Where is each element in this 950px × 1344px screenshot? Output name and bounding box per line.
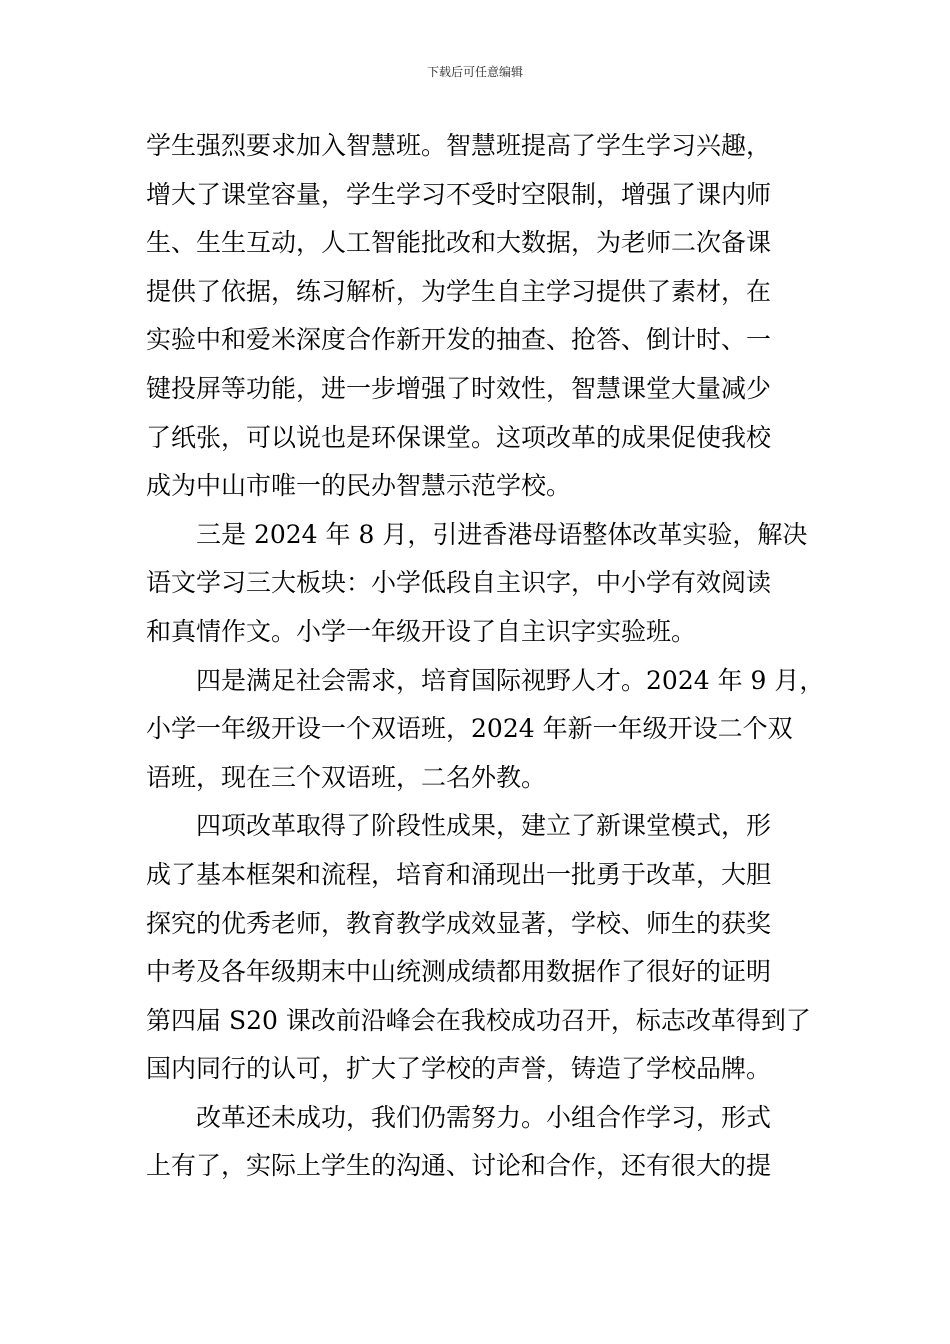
text-line: 成了基本框架和流程，培育和涌现出一批勇于改革，大胆 (146, 859, 772, 889)
text-line: 学生强烈要求加入智慧班。智慧班提高了学生学习兴趣， (146, 131, 772, 160)
text-line: 小学一年级开设一个双语班，2024 年新一年级开设二个双 (146, 714, 793, 744)
text-line: 语班，现在三个双语班，二名外教。 (146, 762, 547, 792)
document-body (146, 122, 825, 1191)
text-line: 增大了课堂容量，学生学习不受时空限制，增强了课内师 (146, 179, 772, 209)
text-line: 实验中和爱米深度合作新开发的抽查、抢答、倒计时、一 (146, 325, 772, 355)
text-line: 中考及各年级期末中山统测成绩都用数据作了很好的证明 (146, 957, 772, 987)
text-line: 了纸张，可以说也是环保课堂。这项改革的成果促使我校 (146, 422, 772, 452)
paragraph-results (146, 802, 814, 1094)
paragraph-reform-four (146, 657, 825, 803)
text-line: 改革还未成功，我们仍需努力。小组合作学习，形式 (196, 1102, 772, 1132)
text-line: 三是 2024 年 8 月，引进香港母语整体改革实验，解决 (196, 519, 808, 549)
text-line: 四是满足社会需求，培育国际视野人才。2024 年 9 月， (196, 665, 825, 695)
paragraph-next-steps (146, 1094, 814, 1191)
text-line: 生、生生互动，人工智能批改和大数据，为老师二次备课 (146, 228, 772, 258)
text-line: 键投屏等功能，进一步增强了时效性，智慧课堂大量减少 (146, 373, 772, 403)
text-line: 探究的优秀老师，教育教学成效显著，学校、师生的获奖 (146, 908, 772, 938)
text-line: 提供了依据，练习解析，为学生自主学习提供了素材，在 (146, 276, 772, 306)
paragraph-reform-three (146, 511, 814, 657)
text-line: 国内同行的认可，扩大了学校的声誉，铸造了学校品牌。 (146, 1054, 772, 1084)
text-line: 第四届 S20 课改前沿峰会在我校成功召开，标志改革得到了 (146, 1005, 811, 1035)
text-line: 和真情作文。小学一年级开设了自主识字实验班。 (146, 616, 697, 646)
text-line: 语文学习三大板块：小学低段自主识字，中小学有效阅读 (146, 568, 772, 598)
text-line: 成为中山市唯一的民办智慧示范学校。 (146, 471, 572, 501)
paragraph-continuation (146, 122, 814, 511)
text-line: 四项改革取得了阶段性成果，建立了新课堂模式，形 (196, 811, 772, 841)
page-header: 下载后可任意编辑 (426, 65, 523, 79)
text-line: 上有了，实际上学生的沟通、讨论和合作，还有很大的提 (146, 1151, 772, 1181)
